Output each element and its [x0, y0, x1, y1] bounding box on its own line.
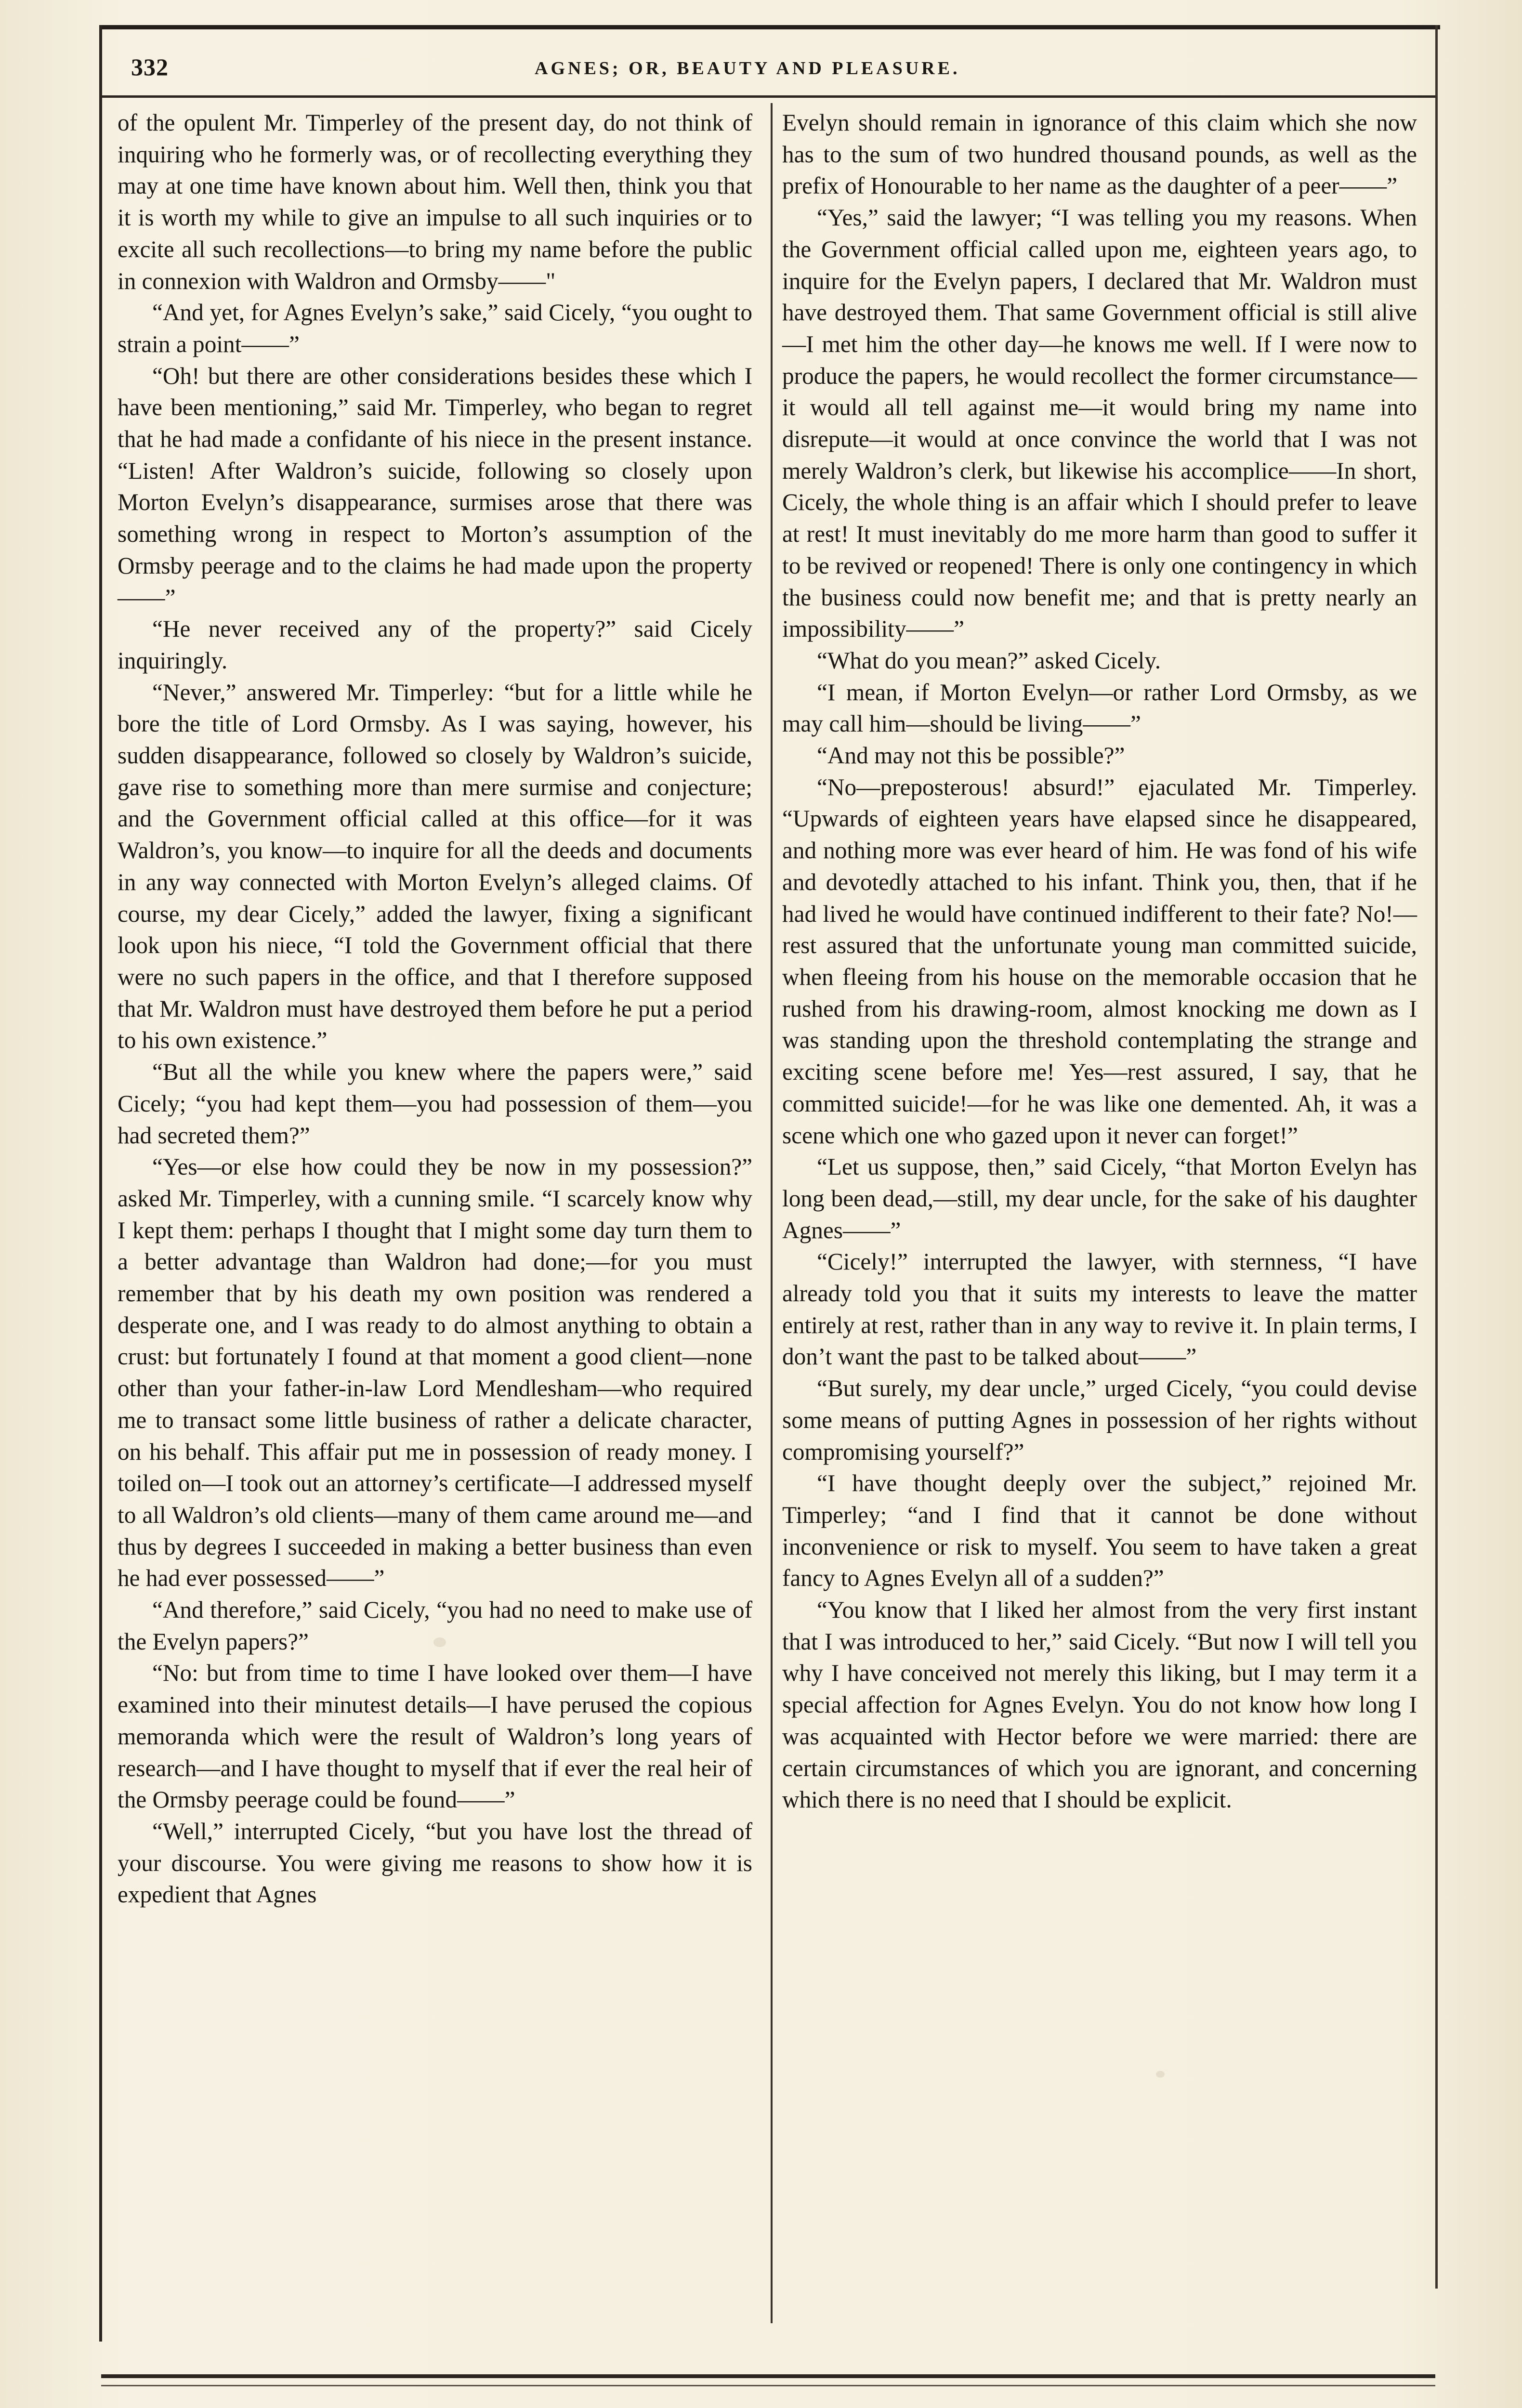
footer-rule	[101, 2374, 1435, 2378]
paragraph: “And yet, for Agnes Evelyn’s sake,” said Cicely, “you ought to strain a point——”	[118, 299, 752, 357]
paragraph: “Oh! but there are other considerations besides these which I have been mentioning,” said Mr. Timperley, who began to regret that he had made a confidante of his niece in the present instance. “Listen! After Waldron’s suicide, following so closely upon Morton Evelyn’s disappearance, surmises arose that there was something wrong in respect to Morton’s assumption of the Ormsby peerage and to the claims he had made upon the property——”	[118, 362, 752, 611]
paragraph: “Let us suppose, then,” said Cicely, “that Morton Evelyn has long been dead,—still, my dear uncle, for the sake of his daughter Agnes——”	[782, 1153, 1417, 1243]
header-rule	[101, 95, 1435, 98]
frame-right-rule	[1435, 25, 1438, 2289]
paragraph: “You know that I liked her almost from the very first instant that I was introduced to her,” said Cicely. “But now I will tell you why I have conceived not merely this liking, but I may term it a special affection for Agnes Evelyn. You do not know how long I was acquainted with Hector before we were married: there are certain circumstances of which you are ignorant, and concerning which there is no need that I should be explicit.	[782, 1597, 1417, 1813]
running-title: AGNES; OR, BEAUTY AND PLEASURE.	[535, 58, 960, 79]
paragraph: “I have thought deeply over the subject,” rejoined Mr. Timperley; “and I find that it cannot be done without inconvenience or risk to myself. You seem to have taken a great fancy to Agnes Evelyn all of a sudden?”	[782, 1470, 1417, 1592]
paragraph: “No: but from time to time I have looked over them—I have examined into their minutest details—I have perused the copious memoranda which were the result of Waldron’s long years of research—and I have thought to myself that if ever the real heir of the Ormsby peerage could be found——”	[118, 1660, 752, 1813]
paragraph: “I mean, if Morton Evelyn—or rather Lord Ormsby, as we may call him—should be living——”	[782, 679, 1417, 737]
paragraph: “Yes,” said the lawyer; “I was telling you my reasons. When the Government official called upon me, eighteen years ago, to inquire for the Evelyn papers, I declared that Mr. Waldron must have destroyed them. That same Government official is still alive—I met him the other day—he knows me well. If I were now to produce the papers, he would recollect the former circumstance—it would all tell against me—it would bring my name into disrepute—it would at once convince the world that I was not merely Waldron’s clerk, but likewise his accomplice——In short, Cicely, the whole thing is an affair which I should prefer to leave at rest! It must inevitably do me more harm than good to suffer it to be revived or reopened! There is only one contingency in which the business could now benefit me; and that is pretty nearly an impossibility——”	[782, 204, 1417, 642]
paragraph: “Never,” answered Mr. Timperley: “but for a little while he bore the title of Lord Ormsby. As I was saying, however, his sudden disappearance, followed so closely by Waldron’s suicide, gave rise to something more than mere surmise and conjecture; and the Government official called at this office—for it was Waldron’s, you know—to inquire for all the deeds and documents in any way connected with Morton Evelyn’s alleged claims. Of course, my dear Cicely,” added the lawyer, fixing a significant look upon his niece, “I told the Government official that there were no such papers in the office, and that I therefore supposed that Mr. Waldron must have destroyed them before he put a period to his own existence.”	[118, 679, 752, 1054]
paragraph: “And therefore,” said Cicely, “you had no need to make use of the Evelyn papers?”	[118, 1597, 752, 1655]
right-text-column	[782, 107, 1417, 1816]
frame-left-rule	[99, 25, 102, 2342]
paragraph: “Well,” interrupted Cicely, “but you have lost the thread of your discourse. You were giving me reasons to show how it is expedient that Agnes	[118, 1818, 752, 1908]
left-text-column	[118, 107, 752, 1911]
paragraph: “No—preposterous! absurd!” ejaculated Mr. Timperley. “Upwards of eighteen years have elapsed since he disappeared, and nothing more was ever heard of him. He was fond of his wife and devotedly attached to his infant. Think you, then, that if he had lived he would have continued indifferent to their fate? No!—rest assured that the unfortunate young man committed suicide, when fleeing from his house on the memorable occasion that he rushed from his drawing-room, almost knocking me down as I was standing upon the threshold contemplating the strange and exciting scene before me! Yes—rest assured, I say, that he committed suicide!—for he was like one demented. Ah, it was a scene which one who gazed upon it never can forget!”	[782, 773, 1417, 1149]
paragraph: “Cicely!” interrupted the lawyer, with sternness, “I have already told you that it suits my interests to leave the matter entirely at rest, rather than in any way to revive it. In plain terms, I don’t want the past to be talked about——”	[782, 1248, 1417, 1370]
page-number: 332	[131, 53, 169, 80]
paragraph: “But all the while you knew where the papers were,” said Cicely; “you had kept them—you had possession of them—you had secreted them?”	[118, 1059, 752, 1149]
frame-top-rule	[101, 25, 1440, 29]
footer-rule-thin	[101, 2385, 1435, 2386]
paragraph: “Yes—or else how could they be now in my possession?” asked Mr. Timperley, with a cunning smile. “I scarcely know why I kept them: perhaps I thought that I might some day turn them to a better advantage than Waldron had done;—for you must remember that by his death my own position was rendered a desperate one, and I was ready to do almost anything to obtain a crust: but fortunately I found at that moment a good client—none other than your father-in-law Lord Mendlesham—who required me to transact some little business of rather a delicate character, on his behalf. This affair put me in possession of ready money. I toiled on—I took out an attorney’s certificate—I addressed myself to all Waldron’s old clients—many of them came around me—and thus by degrees I succeeded in making a better business than even he had ever possessed——”	[118, 1153, 752, 1592]
paragraph: Evelyn should remain in ignorance of this claim which she now has to the sum of two hundred thousand pounds, as well as the prefix of Honourable to her name as the daughter of a peer——”	[782, 109, 1417, 199]
paragraph: “But surely, my dear uncle,” urged Cicely, “you could devise some means of putting Agnes in possession of her rights without compromising yourself?”	[782, 1375, 1417, 1465]
paper-spot	[1156, 2071, 1165, 2078]
column-divider	[771, 103, 773, 2323]
paragraph: of the opulent Mr. Timperley of the present day, do not think of inquiring who he formerly was, or of recollecting everything they may at one time have known about him. Well then, think you that it is worth my while to give an impulse to all such inquiries or to excite all such recollections—to bring my name before the public in connexion with Waldron and Ormsby——"	[118, 109, 752, 294]
paragraph: “And may not this be possible?”	[817, 742, 1125, 769]
paragraph: “He never received any of the property?” said Cicely inquiringly.	[118, 615, 752, 674]
paragraph: “What do you mean?” asked Cicely.	[817, 647, 1161, 674]
